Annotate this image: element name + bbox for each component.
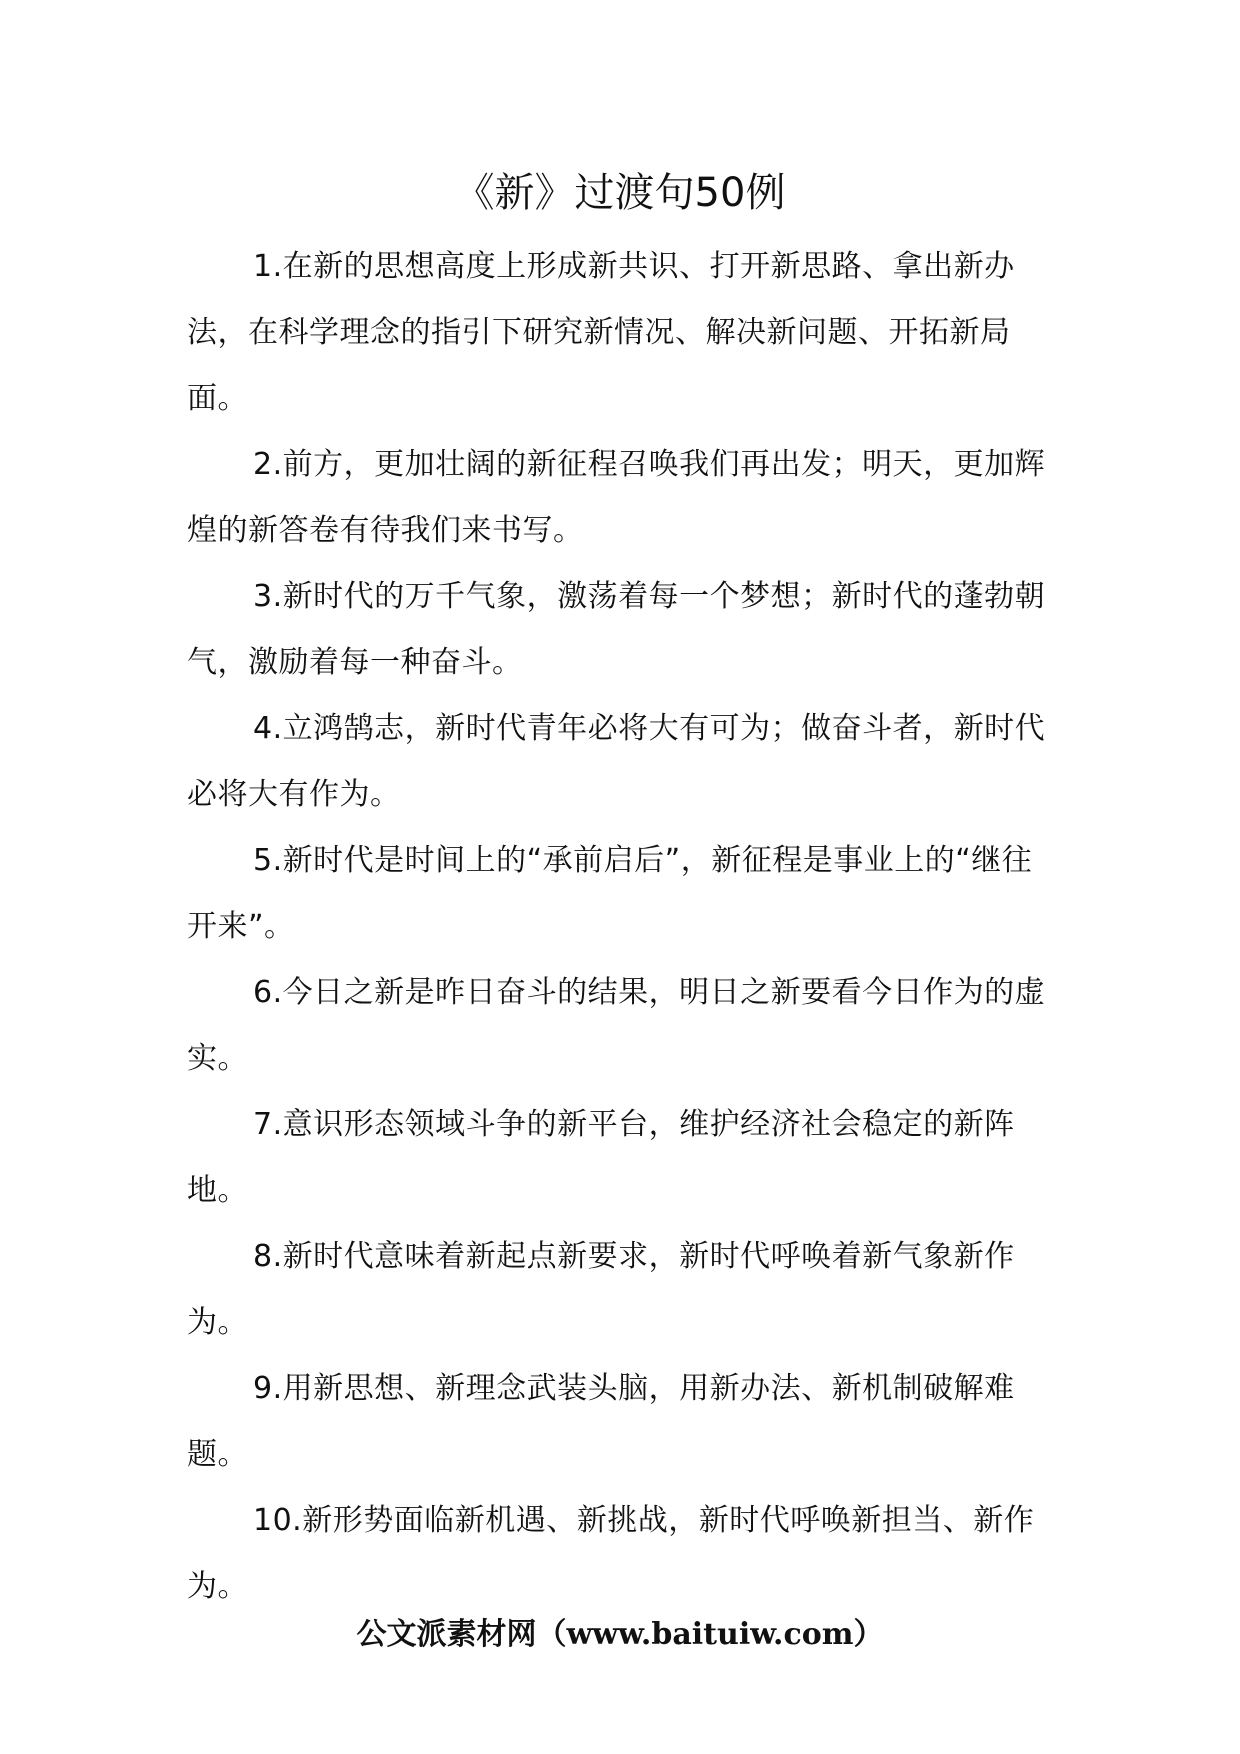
paragraph-2: 2.前方，更加壮阔的新征程召唤我们再出发；明天，更加辉煌的新答卷有待我们来书写。	[187, 447, 1046, 548]
paragraph-8: 8.新时代意味着新起点新要求，新时代呼唤着新气象新作为。	[187, 1239, 1015, 1340]
paragraph-9: 9.用新思想、新理念武装头脑，用新办法、新机制破解难题。	[187, 1371, 1015, 1472]
paragraph-6: 6.今日之新是昨日奋斗的结果，明日之新要看今日作为的虚实。	[187, 975, 1046, 1076]
document-footer: 公文派素材网（www.baituiw.com）	[356, 1617, 884, 1652]
paragraph-3: 3.新时代的万千气象，激荡着每一个梦想；新时代的蓬勃朝气，激励着每一种奋斗。	[187, 579, 1046, 680]
paragraph-1: 1.在新的思想高度上形成新共识、打开新思路、拿出新办法，在科学理念的指引下研究新情况、解决新问题、开拓新局面。	[187, 249, 1015, 416]
document-body	[187, 234, 1055, 1620]
document-title: 《新》过渡句50例	[454, 170, 786, 216]
paragraph-5: 5.新时代是时间上的“承前启后”，新征程是事业上的“继往开来”。	[187, 843, 1033, 944]
paragraph-7: 7.意识形态领域斗争的新平台，维护经济社会稳定的新阵地。	[187, 1107, 1015, 1208]
paragraph-10: 10.新形势面临新机遇、新挑战，新时代呼唤新担当、新作为。	[187, 1503, 1035, 1604]
paragraph-4: 4.立鸿鹄志，新时代青年必将大有可为；做奋斗者，新时代必将大有作为。	[187, 711, 1046, 812]
